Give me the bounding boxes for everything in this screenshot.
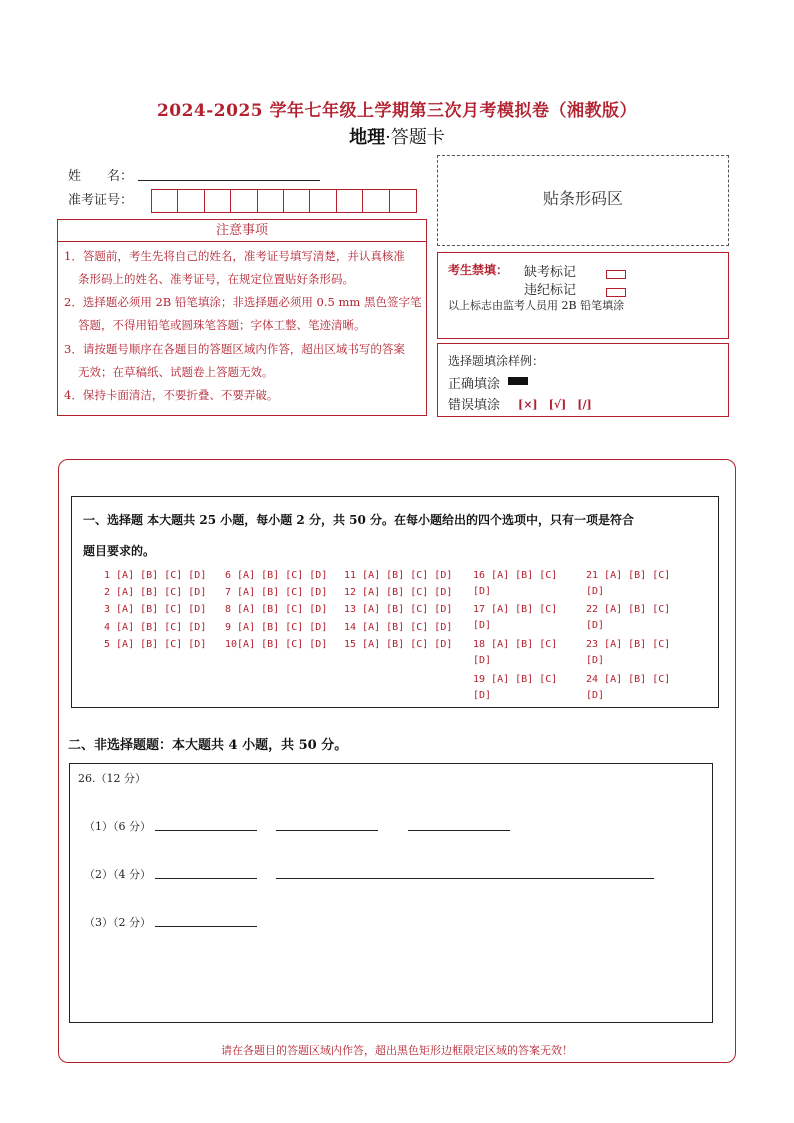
notice-line: 条形码上的姓名、准考证号，在规定位置贴好条形码。 <box>78 272 354 286</box>
mc-question-row[interactable]: 23 [A] [B] [C] <box>586 639 671 650</box>
id-digit-box[interactable] <box>178 190 204 212</box>
notice-line: 4．保持卡面清洁，不要折叠、不要弄破。 <box>64 388 279 402</box>
q26-part1-blank[interactable] <box>276 830 378 831</box>
mc-question-row[interactable]: 13 [A] [B] [C] [D] <box>344 604 453 615</box>
sample-heading: 选择题填涂样例： <box>448 354 545 368</box>
id-label: 准考证号： <box>68 193 134 208</box>
question-26-box <box>69 763 713 1023</box>
notice-line: 3．请按题号顺序在各题目的答题区域内作答，超出区域书写的答案 <box>64 342 405 356</box>
subject-name: 地理 <box>349 127 386 148</box>
barcode-area[interactable] <box>437 155 729 246</box>
mc-question-option[interactable]: [D] <box>473 586 492 597</box>
id-digit-box[interactable] <box>337 190 363 212</box>
mc-question-option[interactable]: [D] <box>586 586 605 597</box>
mc-question-option[interactable]: [D] <box>473 690 492 701</box>
mc-question-row[interactable]: 8 [A] [B] [C] [D] <box>225 604 328 615</box>
notice-line: 2．选择题必须用 2B 铅笔填涂；非选择题必须用 0.5 mm 黑色签字笔 <box>64 295 422 309</box>
mc-question-row[interactable]: 3 [A] [B] [C] [D] <box>104 604 207 615</box>
mc-question-row[interactable]: 4 [A] [B] [C] [D] <box>104 622 207 633</box>
mc-question-row[interactable]: 24 [A] [B] [C] <box>586 674 671 685</box>
notice-line: 无效；在草稿纸、试题卷上答题无效。 <box>78 365 274 379</box>
mc-question-option[interactable]: [D] <box>586 620 605 631</box>
footer-warning: 请在各题目的答题区域内作答，超出黑色矩形边框限定区域的答案无效！ <box>221 1044 573 1057</box>
mc-question-row[interactable]: 9 [A] [B] [C] [D] <box>225 622 328 633</box>
correct-label: 正确填涂 <box>448 377 501 392</box>
mc-question-option[interactable]: [D] <box>473 655 492 666</box>
mc-question-row[interactable]: 7 [A] [B] [C] [D] <box>225 587 328 598</box>
mc-question-option[interactable]: [D] <box>586 655 605 666</box>
mc-question-option[interactable]: [D] <box>586 690 605 701</box>
mc-question-row[interactable]: 10[A] [B] [C] [D] <box>225 639 328 650</box>
section2-heading: 二、非选择题题：本大题共 4 小题，共 50 分。 <box>68 738 348 753</box>
examiner-only-box <box>437 252 729 339</box>
q26-part3-blank[interactable] <box>155 926 257 927</box>
card-type: ·答题卡 <box>385 127 445 148</box>
barcode-label: 贴条形码区 <box>542 189 623 208</box>
violation-label: 违纪标记 <box>524 283 577 298</box>
id-digit-box[interactable] <box>284 190 310 212</box>
mc-question-row[interactable]: 14 [A] [B] [C] [D] <box>344 622 453 633</box>
q26-label: 26.（12 分） <box>78 772 146 785</box>
mc-question-row[interactable]: 5 [A] [B] [C] [D] <box>104 639 207 650</box>
mc-question-row[interactable]: 6 [A] [B] [C] [D] <box>225 570 328 581</box>
name-field[interactable] <box>138 180 320 181</box>
wrong-label: 错误填涂 <box>448 398 501 413</box>
mc-question-row[interactable]: 18 [A] [B] [C] <box>473 639 558 650</box>
wrong-marks: [×] [√] [/] <box>518 398 592 411</box>
mc-question-row[interactable]: 21 [A] [B] [C] <box>586 570 671 581</box>
mc-question-row[interactable]: 1 [A] [B] [C] [D] <box>104 570 207 581</box>
q26-part2-label: （2）（4 分） <box>84 868 151 881</box>
mc-question-row[interactable]: 22 [A] [B] [C] <box>586 604 671 615</box>
mc-question-option[interactable]: [D] <box>473 620 492 631</box>
mc-question-row[interactable]: 16 [A] [B] [C] <box>473 570 558 581</box>
q26-part1-blank[interactable] <box>408 830 510 831</box>
fill-sample-box <box>437 343 729 417</box>
absent-mark-box[interactable] <box>606 264 626 283</box>
id-digit-box[interactable] <box>390 190 416 212</box>
id-digit-box[interactable] <box>231 190 257 212</box>
notice-line: 1．答题前，考生先将自己的姓名，准考证号填写清楚，并认真核准 <box>64 249 405 263</box>
q26-part3-label: （3）（2 分） <box>84 916 151 929</box>
mc-question-row[interactable]: 15 [A] [B] [C] [D] <box>344 639 453 650</box>
id-digit-box[interactable] <box>258 190 284 212</box>
mc-question-row[interactable]: 19 [A] [B] [C] <box>473 674 558 685</box>
forbid-note: 以上标志由监考人员用 2B 铅笔填涂 <box>448 299 625 312</box>
q26-part2-blank[interactable] <box>155 878 257 879</box>
section1-instructions: 一、选择题 本大题共 25 小题，每小题 2 分，共 50 分。在每小题给出的四个选项中，只有一项是符合 <box>83 513 634 527</box>
section1-instructions-cont: 题目要求的。 <box>83 544 156 558</box>
absent-label: 缺考标记 <box>524 265 577 280</box>
multiple-choice-box <box>71 496 719 708</box>
mc-question-row[interactable]: 17 [A] [B] [C] <box>473 604 558 615</box>
q26-part2-blank[interactable] <box>276 878 654 879</box>
forbid-label: 考生禁填： <box>448 263 509 277</box>
card-subtitle <box>0 123 794 149</box>
mc-question-row[interactable]: 2 [A] [B] [C] [D] <box>104 587 207 598</box>
id-number-boxes[interactable] <box>151 189 417 213</box>
q26-part1-label: （1）（6 分） <box>84 820 151 833</box>
correct-fill-mark <box>508 377 528 385</box>
exam-title: 2024-2025 学年七年级上学期第三次月考模拟卷（湘教版） <box>156 101 638 121</box>
id-digit-box[interactable] <box>152 190 178 212</box>
notice-box <box>57 242 427 416</box>
notice-line: 答题，不得用铅笔或圆珠笔答题；字体工整、笔迹清晰。 <box>78 318 366 332</box>
mc-question-row[interactable]: 11 [A] [B] [C] [D] <box>344 570 453 581</box>
id-digit-box[interactable] <box>310 190 336 212</box>
id-digit-box[interactable] <box>205 190 231 212</box>
notice-heading: 注意事项 <box>57 219 427 242</box>
mc-question-row[interactable]: 12 [A] [B] [C] [D] <box>344 587 453 598</box>
name-label: 姓 名： <box>68 169 134 184</box>
q26-part1-blank[interactable] <box>155 830 257 831</box>
id-digit-box[interactable] <box>363 190 389 212</box>
